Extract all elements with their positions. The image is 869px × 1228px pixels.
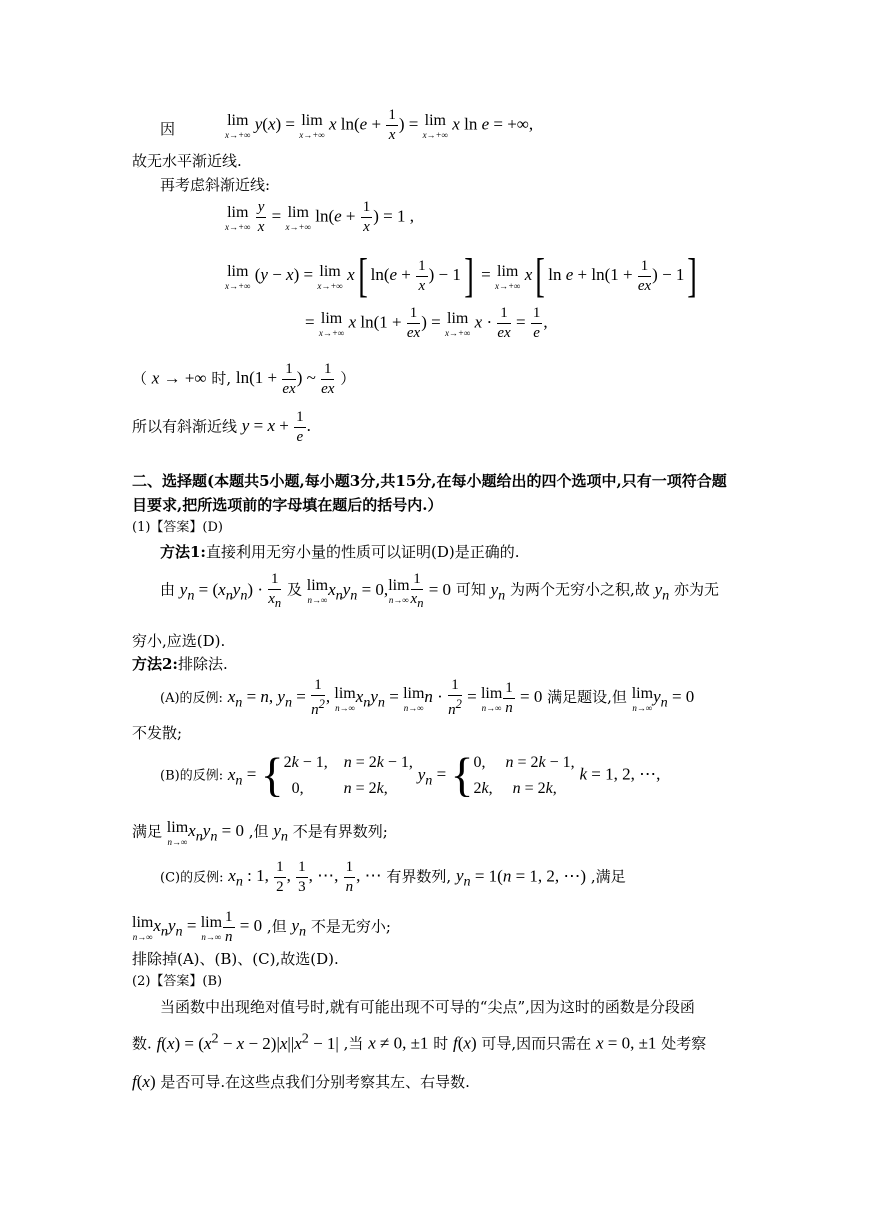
line-7: 所以有斜渐近线 y = x + $\frac{1}{e}$ . [132,409,311,445]
para-2-c: f(x) 是否可导.在这些点我们分别考察其左、右导数. [132,1072,470,1091]
method-1: 方法1:直接利用无穷小量的性质可以证明(D)是正确的. [160,543,520,561]
counterexample-c-end: lim n→∞ $x_ny_n = \lim$ n→∞ $\frac{1}{n}$ = 0 ,但 $y_n$ 不是无穷小; [132,909,391,945]
counterexample-b: (B)的反例: $x_n = \{2k - 1$, n = 2k − 1, 0, n = 2k, $y_n = \{0$, n = 2k − 1, 2k, n = 2k, k = 1, 2, ⋯, [160,748,661,802]
para-2-b: 数. $f(x) = (x^2 - x - 2)|x||x^2 - 1|$ ,当 x ≠ 0, ±1 时 f(x) 可导,因而只需在 x = 0, ±1 处考察 [132,1030,707,1053]
line-6: （ x → +∞ 时, ln(1 + $\frac{1}{ex}$ ) ~ $\frac{1}{ex}$ ） [132,361,356,397]
method-1-end: 穷小,应选(D). [132,632,226,650]
counterexample-b-end: 满足 lim n→∞ $x_ny_n = 0$ ,但 $y_n$ 不是有界数列; [132,819,388,847]
section-2-heading: 二、选择题(本题共5小题,每小题3分,共15分,在每小题给出的四个选项中,只有一项符合题 [132,472,727,490]
counterexample-a-end: 不发散; [132,724,183,742]
answer-2: (2)【答案】(B) [132,974,223,989]
section-2-heading-cont: 目要求,把所选项前的字母填在题后的括号内.） [132,496,443,514]
line-3: 再考虑斜渐近线: [160,176,271,194]
formula-4: = lim x→+∞ x ln(1 + $\frac{1}{ex}$ ) = lim x→+∞ x · $\frac{1}{ex}$ = $\frac{1}{e}$ , [305,305,548,341]
method-2: 方法2:排除法. [132,655,228,673]
formula-1: lim x→+∞ y(x) = lim x→+∞ x ln(e + $\frac{1}{x}$ ) = lim x→+∞ x ln e = +∞, [225,107,534,143]
para-2-a: 当函数中出现绝对值号时,就有可能出现不可导的“尖点”,因为这时的函数是分段函 [160,998,695,1016]
line-1 [160,120,175,138]
exclude-line: 排除掉(A)、(B)、(C),故选(D). [132,950,339,968]
line-2: 故无水平渐近线. [132,152,242,170]
counterexample-c: (C)的反例: $x_n$ : 1, $\frac{1}{2}$ , $\frac{1}{3}$ , ⋯, $\frac{1}{n}$ , ⋯ 有界数列, $y_n = 1(n = 1$, 2, ⋯) ,满足 [160,859,626,895]
counterexample-a: (A)的反例: $x_n = n$, $y_n$ = $\frac{1}{n^2}$ , lim n→∞ $x_ny_n = \lim$ n→∞ n · $\frac{1}{n^2}$ = lim n→∞ $\frac{1}{n}$ = 0 满足题设,但 lim n→∞ $y_n = 0$ [160,677,695,718]
line-1-prefix: 因 [160,120,176,138]
answer-1: (1)【答案】(D) [132,520,223,535]
formula-3: lim x→+∞ (y − x) = lim x→+∞ x[ ln(e + $\frac{1}{x}$ ) − 1] = lim x→+∞ x[ ln e + ln(1 + $\frac{1}{ex}$ ) − 1] [225,249,698,302]
formula-2: lim x→+∞ $\frac{y}{x}$ = lim x→+∞ ln(e + $\frac{1}{x}$ ) = 1 , [225,199,415,235]
method-1-formula: 由 $y_n = (x_ny_n)$ · $\frac{1}{x_n}$ 及 lim n→∞ $x_ny_n = 0,\lim$ n→∞ $\frac{1}{x_n}$ = 0 可知 $y_n$ 为两个无穷小之积,故 $y_n$ 亦为无 [160,571,720,610]
